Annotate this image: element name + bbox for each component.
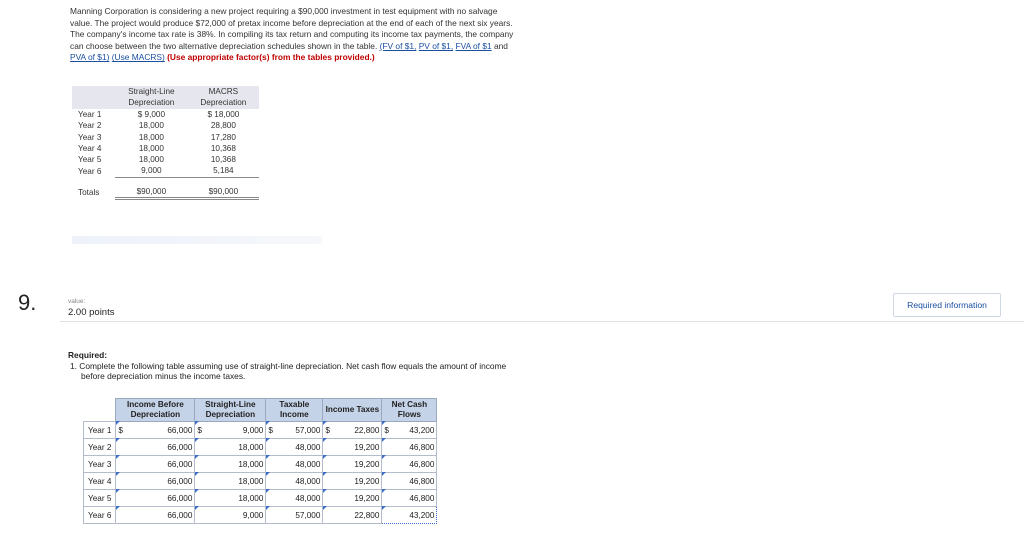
input-marker-icon	[382, 489, 386, 493]
row-label: Year 4	[84, 473, 116, 490]
input-marker-icon	[195, 438, 199, 442]
cf-header-taxable: Taxable Income	[266, 399, 323, 422]
input-marker-icon	[323, 421, 327, 425]
depreciation-input[interactable]	[195, 439, 266, 456]
question-number: 9.	[18, 290, 37, 315]
table-row	[84, 456, 437, 473]
cash-flow-table	[83, 398, 437, 524]
cell-value: 19,200	[354, 493, 380, 503]
cf-header-net-cash: Net Cash Flows	[382, 399, 437, 422]
required-item: 1. Complete the following table assuming use of straight-line depreciation. Net cash flow equals the amount of income before depreciation minus the income taxes.	[70, 360, 507, 382]
taxable-income-input[interactable]	[266, 507, 323, 524]
cell-value: 66,000	[167, 459, 193, 469]
macrs-link[interactable]: (Use MACRS)	[111, 52, 165, 63]
input-marker-icon	[195, 489, 199, 493]
fva-link[interactable]: FVA of $1	[455, 40, 492, 51]
input-marker-icon	[266, 506, 270, 510]
faded-text-placeholder	[72, 236, 322, 244]
depreciation-table	[72, 86, 259, 200]
input-marker-icon	[382, 506, 386, 510]
cell-value: 66,000	[167, 425, 193, 435]
dep-header-macrs: MACRS Depreciation	[187, 86, 259, 109]
row-label: Year 3	[84, 456, 116, 473]
dep-row: Year 4 18,000 10,368	[78, 143, 236, 153]
dep-row: Year 1 $ 9,000 $ 18,000	[78, 110, 240, 119]
net-cash-flow-input[interactable]	[382, 490, 437, 507]
cf-header-income-before: Income Before Depreciation	[116, 399, 195, 422]
table-row	[84, 422, 437, 439]
cell-value: 48,000	[295, 493, 321, 503]
problem-body: Manning Corporation is considering a new project requiring a $90,000 investment in test equipment with no salvage value. The project would produce $72,000 of pretax income before depreciation at the end of each of the next six years. The company's income tax rate is 38%. In compiling its tax return and computing its income tax payments, the company can choose between the two alternative depreciation schedules shown in the table.	[70, 6, 514, 51]
input-marker-icon	[323, 489, 327, 493]
depreciation-input[interactable]	[195, 473, 266, 490]
cell-value: 9,000	[242, 510, 264, 520]
cell-value: 66,000	[167, 510, 193, 520]
dep-row: Year 6 9,000 5,184	[72, 165, 259, 177]
net-cash-flow-input[interactable]	[382, 422, 437, 439]
instruction-text: (Use appropriate factor(s) from the tables provided.)	[167, 52, 375, 63]
input-marker-icon	[382, 421, 386, 425]
input-marker-icon	[266, 472, 270, 476]
currency-symbol: $	[268, 425, 273, 435]
pva-link[interactable]: PVA of $1)	[70, 52, 110, 63]
taxable-income-input[interactable]	[266, 439, 323, 456]
income-taxes-input[interactable]	[323, 439, 382, 456]
income-before-input[interactable]	[116, 422, 195, 439]
input-marker-icon	[195, 472, 199, 476]
cell-value: 19,200	[354, 459, 380, 469]
cell-value: 43,200	[409, 510, 435, 520]
income-taxes-input[interactable]	[323, 507, 382, 524]
input-marker-icon	[382, 438, 386, 442]
cell-value: 19,200	[354, 442, 380, 452]
dep-row: Year 3 18,000 17,280	[78, 132, 236, 142]
cell-value: 22,800	[354, 510, 380, 520]
input-marker-icon	[382, 455, 386, 459]
dep-totals-row: Totals $90,000 $90,000	[72, 186, 259, 199]
required-heading: Required:	[68, 350, 108, 360]
income-before-input[interactable]	[116, 507, 195, 524]
cell-value: 48,000	[295, 476, 321, 486]
taxable-income-input[interactable]	[266, 456, 323, 473]
row-label: Year 5	[84, 490, 116, 507]
input-marker-icon	[323, 506, 327, 510]
net-cash-flow-input[interactable]	[382, 473, 437, 490]
dep-row: Year 5 18,000 10,368	[78, 155, 236, 165]
required-section	[68, 350, 518, 382]
required-information-button[interactable]: Required information	[893, 293, 1001, 317]
cell-value: 19,200	[354, 476, 380, 486]
depreciation-input[interactable]	[195, 456, 266, 473]
table-row	[84, 507, 437, 524]
depreciation-input[interactable]	[195, 490, 266, 507]
fv-link[interactable]: (FV of $1,	[379, 40, 417, 51]
cell-value: 48,000	[295, 459, 321, 469]
net-cash-flow-input[interactable]	[382, 456, 437, 473]
cell-value: 66,000	[167, 493, 193, 503]
cell-value: 46,800	[409, 476, 435, 486]
income-taxes-input[interactable]	[323, 456, 382, 473]
input-marker-icon	[116, 472, 120, 476]
dep-row: Year 2 18,000 28,800	[78, 121, 236, 131]
input-marker-icon	[323, 455, 327, 459]
input-marker-icon	[266, 421, 270, 425]
input-marker-icon	[382, 472, 386, 476]
net-cash-flow-input[interactable]	[382, 439, 437, 456]
cell-value: 9,000	[242, 425, 264, 435]
cf-header-taxes: Income Taxes	[323, 399, 382, 422]
pv-link[interactable]: PV of $1,	[418, 40, 454, 51]
cell-value: 22,800	[354, 425, 380, 435]
net-cash-flow-input[interactable]	[382, 507, 437, 524]
input-marker-icon	[323, 472, 327, 476]
and-text: and	[493, 40, 508, 51]
cell-value: 57,000	[295, 510, 321, 520]
row-label: Year 2	[84, 439, 116, 456]
table-row	[84, 490, 437, 507]
input-marker-icon	[323, 438, 327, 442]
table-row	[84, 439, 437, 456]
input-marker-icon	[116, 506, 120, 510]
currency-symbol: $	[197, 425, 202, 435]
input-marker-icon	[116, 489, 120, 493]
cell-value: 18,000	[238, 493, 264, 503]
income-taxes-input[interactable]	[323, 422, 382, 439]
input-marker-icon	[195, 421, 199, 425]
cell-value: 43,200	[409, 425, 435, 435]
problem-text	[70, 6, 522, 64]
input-marker-icon	[195, 455, 199, 459]
cell-value: 66,000	[167, 442, 193, 452]
taxable-income-input[interactable]	[266, 422, 323, 439]
cell-value: 46,800	[409, 459, 435, 469]
currency-symbol: $	[325, 425, 330, 435]
divider	[60, 321, 1024, 322]
input-marker-icon	[116, 438, 120, 442]
input-marker-icon	[116, 421, 120, 425]
income-before-input[interactable]	[116, 439, 195, 456]
input-marker-icon	[116, 455, 120, 459]
depreciation-input[interactable]	[195, 507, 266, 524]
cell-value: 66,000	[167, 476, 193, 486]
cell-value: 18,000	[238, 459, 264, 469]
cell-value: 57,000	[295, 425, 321, 435]
input-marker-icon	[266, 438, 270, 442]
row-label: Year 6	[84, 507, 116, 524]
cf-header-sl-dep: Straight-Line Depreciation	[195, 399, 266, 422]
income-taxes-input[interactable]	[323, 473, 382, 490]
currency-symbol: $	[118, 425, 123, 435]
income-before-input[interactable]	[116, 490, 195, 507]
dep-header-sl: Straight-Line Depreciation	[115, 86, 187, 109]
income-taxes-input[interactable]	[323, 490, 382, 507]
value-label: value:	[68, 298, 86, 305]
input-marker-icon	[195, 506, 199, 510]
taxable-income-input[interactable]	[266, 473, 323, 490]
currency-symbol: $	[384, 425, 389, 435]
cell-value: 18,000	[238, 442, 264, 452]
input-marker-icon	[266, 455, 270, 459]
dep-header-blank	[72, 86, 115, 109]
income-before-input[interactable]	[116, 473, 195, 490]
depreciation-input[interactable]	[195, 422, 266, 439]
cell-value: 18,000	[238, 476, 264, 486]
points-value: 2.00 points	[68, 307, 115, 318]
table-row	[84, 473, 437, 490]
row-label: Year 1	[84, 422, 116, 439]
input-marker-icon	[266, 489, 270, 493]
cell-value: 48,000	[295, 442, 321, 452]
cf-header-blank	[84, 399, 116, 422]
taxable-income-input[interactable]	[266, 490, 323, 507]
cell-value: 46,800	[409, 442, 435, 452]
income-before-input[interactable]	[116, 456, 195, 473]
cell-value: 46,800	[409, 493, 435, 503]
